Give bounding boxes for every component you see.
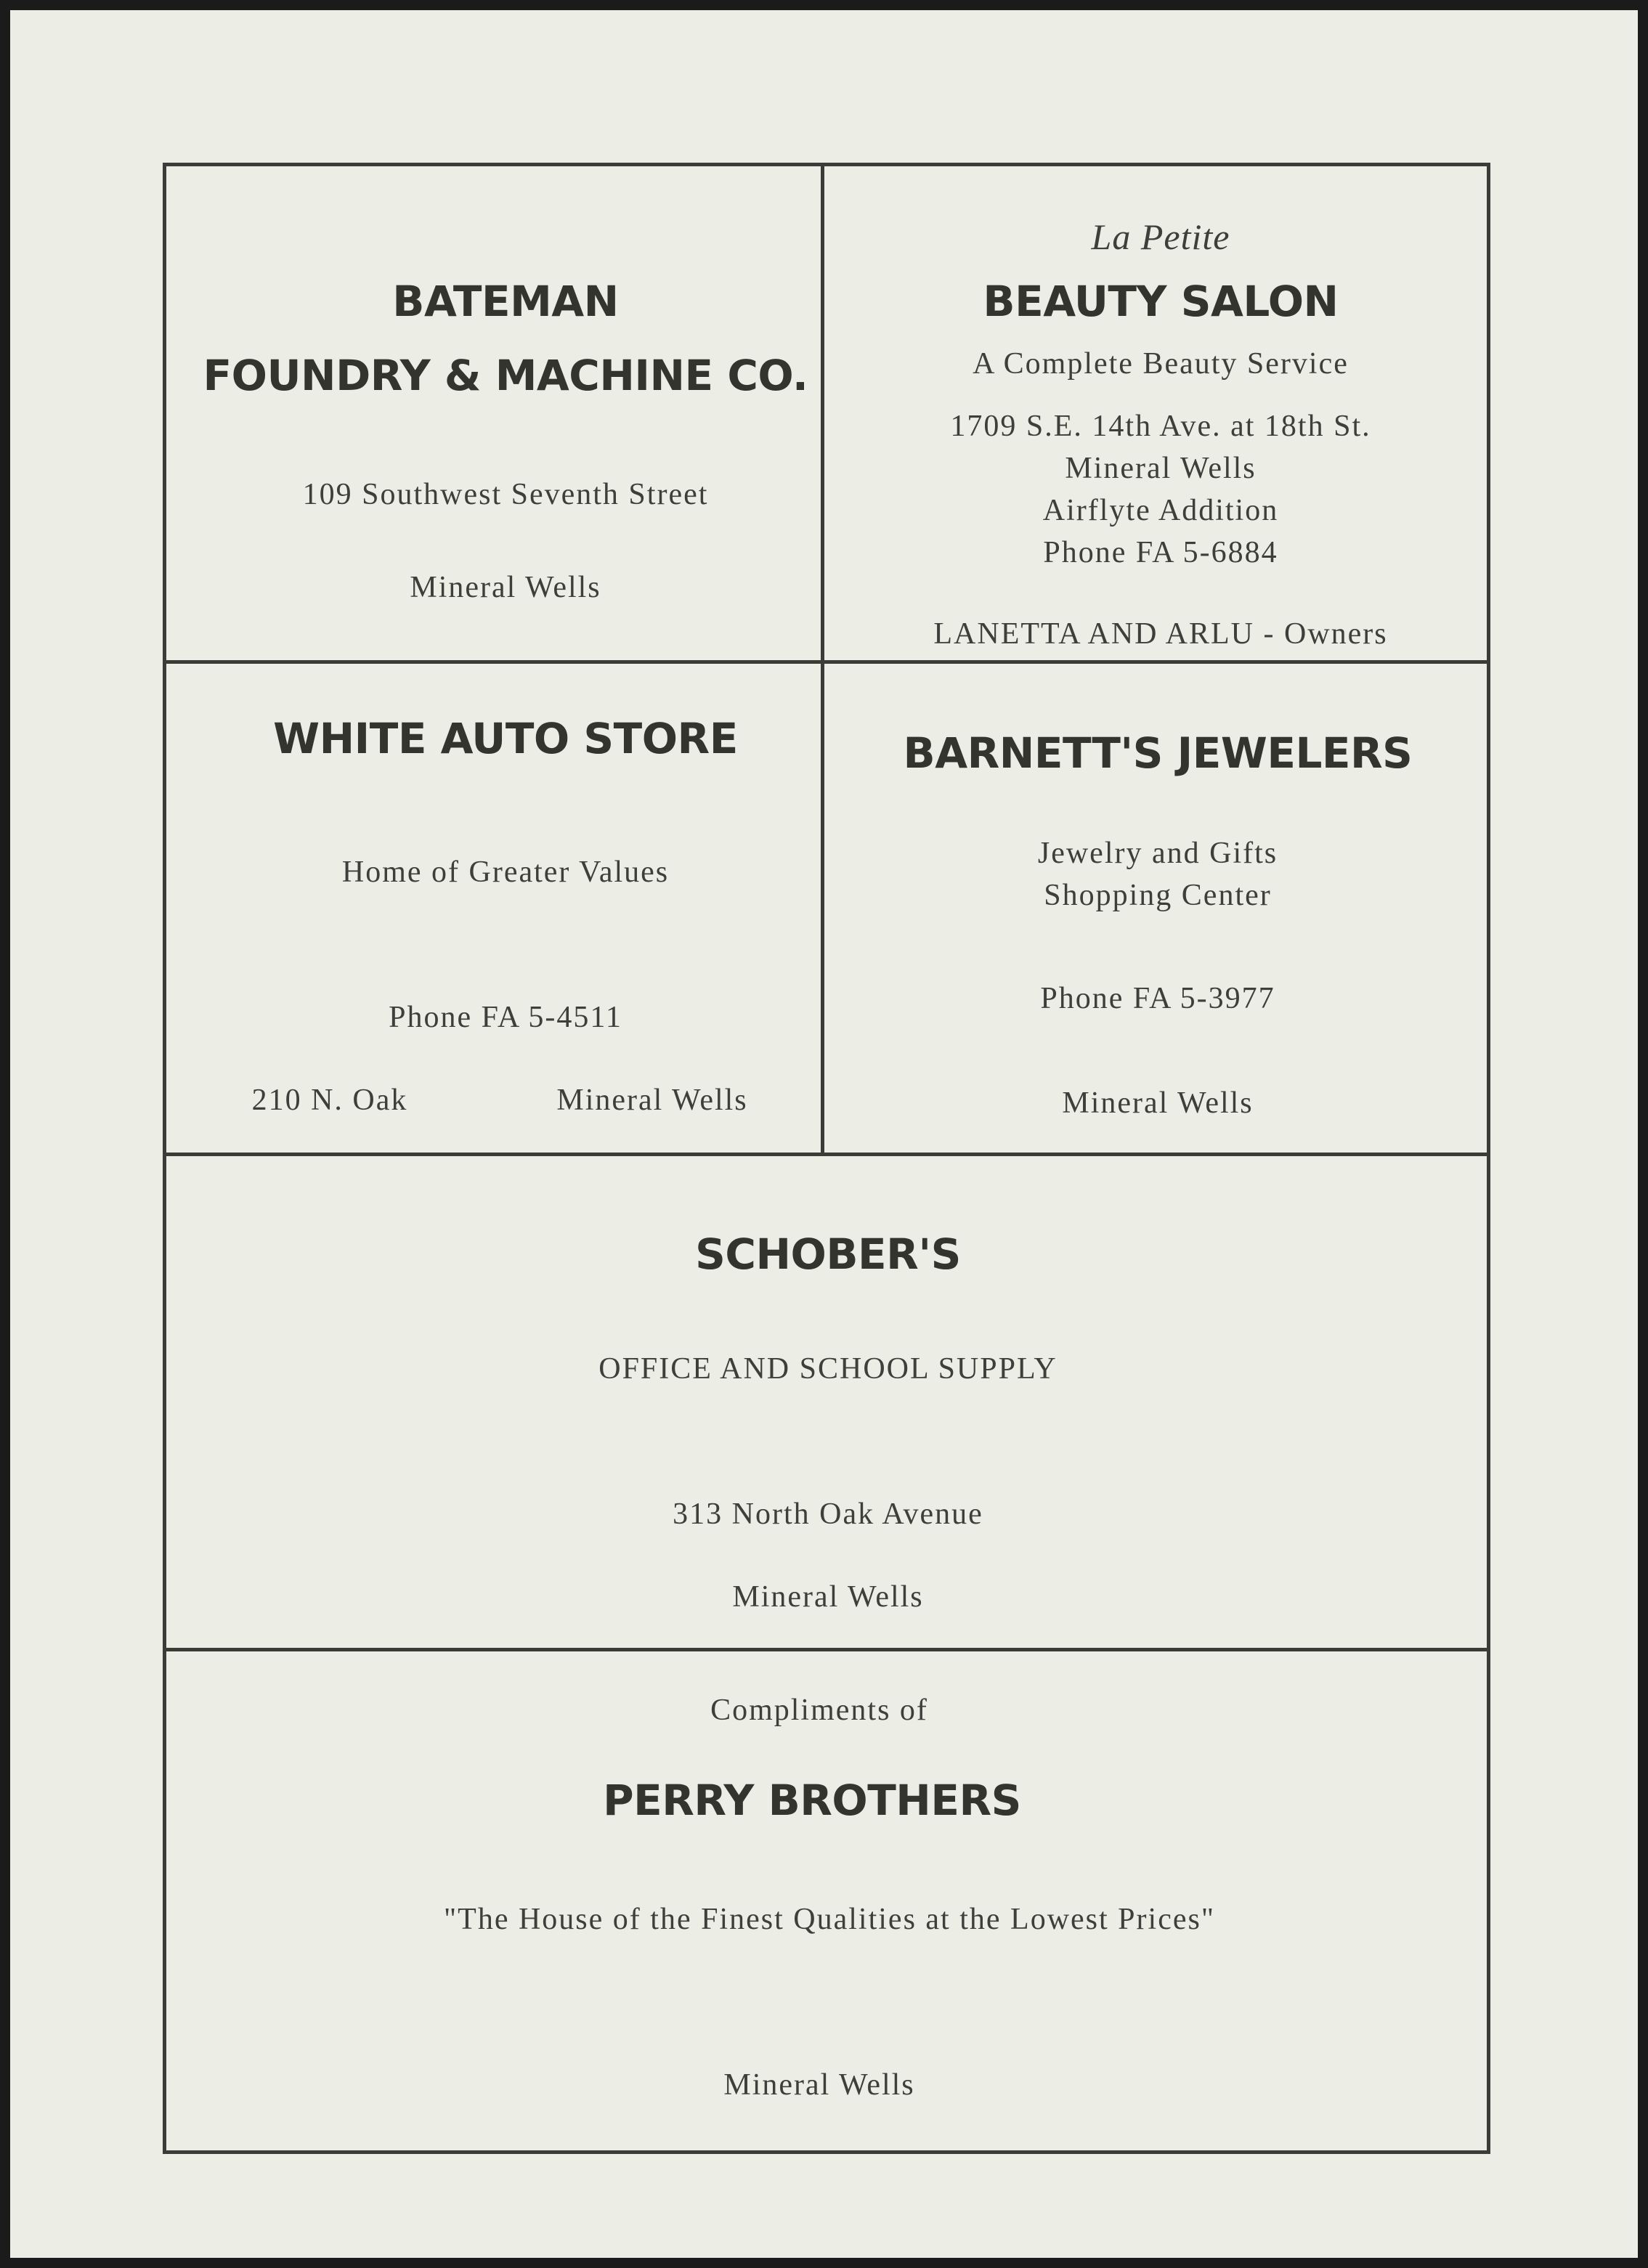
ad-city: Mineral Wells [1065, 452, 1257, 485]
ad-address: 210 N. Oak [251, 1084, 408, 1117]
ad-title: BATEMAN [392, 277, 619, 326]
ad-city: Mineral Wells [556, 1084, 748, 1117]
ad-city: Mineral Wells [1062, 1086, 1254, 1120]
yearbook-page [10, 10, 1638, 2258]
ad-city: Mineral Wells [732, 1580, 924, 1614]
ad-title: BEAUTY SALON [983, 277, 1339, 326]
ad-area: Airflyte Addition [1042, 494, 1279, 527]
ad-title: FOUNDRY & MACHINE CO. [203, 351, 808, 400]
divider [166, 1648, 1487, 1651]
ad-owners: LANETTA AND ARLU - Owners [933, 617, 1388, 651]
ad-address: 1709 S.E. 14th Ave. at 18th St. [950, 410, 1371, 443]
ad-line: Jewelry and Gifts [1037, 837, 1278, 870]
ad-intro: Compliments of [710, 1694, 928, 1727]
ad-tagline: OFFICE AND SCHOOL SUPPLY [598, 1352, 1058, 1386]
ad-phone: Phone FA 5-3977 [1040, 982, 1275, 1015]
ad-tagline: A Complete Beauty Service [973, 347, 1349, 381]
ad-line: Shopping Center [1044, 879, 1272, 912]
ad-address: 109 Southwest Seventh Street [302, 478, 709, 511]
ad-grid [163, 163, 1490, 2154]
ad-city: Mineral Wells [410, 571, 601, 604]
ad-phone: Phone FA 5-6884 [1043, 536, 1278, 569]
divider [166, 660, 1487, 664]
ad-phone: Phone FA 5-4511 [389, 1001, 622, 1034]
ad-slogan: "The House of the Finest Qualities at the Lowest Prices" [444, 1903, 1215, 1936]
ad-city: Mineral Wells [723, 2068, 915, 2102]
ad-title: PERRY BROTHERS [603, 1776, 1021, 1825]
ad-title: BARNETT'S JEWELERS [903, 728, 1413, 778]
ad-title: WHITE AUTO STORE [273, 714, 738, 763]
divider [166, 1153, 1487, 1156]
ad-script-title: La Petite [1091, 216, 1230, 257]
divider [821, 166, 824, 1154]
ad-title: SCHOBER'S [695, 1229, 961, 1279]
ad-address: 313 North Oak Avenue [673, 1497, 983, 1531]
ad-tagline: Home of Greater Values [341, 855, 670, 889]
